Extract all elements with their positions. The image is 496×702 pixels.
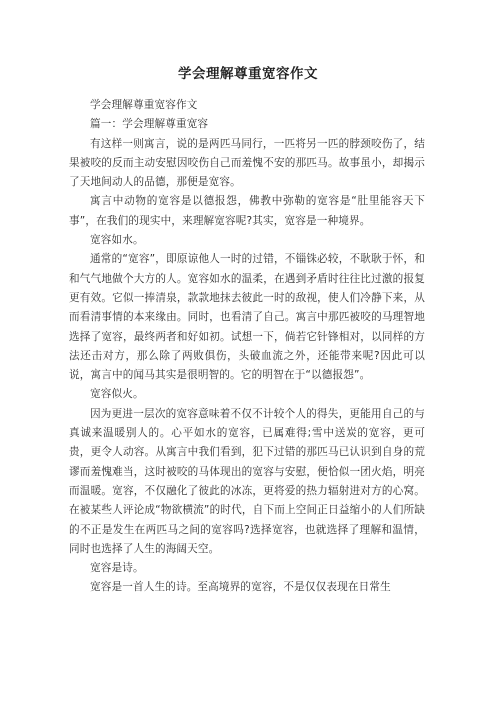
paragraph: 学会理解尊重宽容作文 (90, 99, 198, 111)
paragraph: 宽容是诗。 (90, 562, 144, 575)
paragraph: 有这样一则寓言，说的是两匹马同行，一匹将另一匹的脖颈咬伤了，结果被咬的反而主动安慰因咬伤自己而羞愧不安的那匹马。故事虽小，却揭示了天地间动人的品德，那便是宽容。 (69, 137, 425, 189)
document-title: 学会理解尊重宽容作文 (178, 66, 318, 82)
paragraph: 篇一：学会理解尊重宽容 (90, 118, 209, 131)
paragraph: 宽容似火。 (90, 388, 144, 401)
paragraph: 通常的“宽容”，即原谅他人一时的过错，不锱铢必较，不耿耿于怀，和和气气地做个大方的人。宽容如水的温柔，在遇到矛盾时往往比过激的报复更有效。它似一捧清泉，款款地抹去彼此一时的敌视，使人们冷静下来，从而看清事情的本来缘由。同时，也看清了自己。寓言中那匹被咬的马理智地选择了宽容，最终两者和好如初。试想一下，倘若它针锋相对，以同样的方法还击对方，那么除了两败俱伤，头破血流之外，还能带来呢?因此可以说，寓言中的闻马其实是很明智的。它的明智在于“以德报怨”。 (69, 253, 425, 382)
document-body (69, 96, 425, 598)
paragraph: 寓言中动物的宽容是以德报怨，佛教中弥勒的宽容是“肚里能容天下事”，在我们的现实中，来理解宽容呢?其实，宽容是一种境界。 (69, 195, 425, 227)
paragraph: 宽容是一首人生的诗。至高境界的宽容，不是仅仅表现在日常生 (90, 581, 391, 594)
paragraph: 宽容如水。 (90, 234, 144, 247)
paragraph: 因为更进一层次的宽容意味着不仅不计较个人的得失，更能用自己的与真诚来温暖别人的。心平如水的宽容，已属难得;雪中送炭的宽容，更可贵，更令人动容。从寓言中我们看到，犯下过错的那匹马已认识到自身的荒谬而羞愧难当，这时被咬的马体现出的宽容与安慰，便恰似一团火焰，明亮而温暖。宽容，不仅融化了彼此的冰冻，更将爱的热力辐射进对方的心窝。在被某些人评论成“物欲横流”的时代，自下而上空间正日益缩小的人们所缺的不正是发生在两匹马之间的宽容吗?选择宽容，也就选择了理解和温情，同时也选择了人生的海阔天空。 (69, 407, 425, 555)
